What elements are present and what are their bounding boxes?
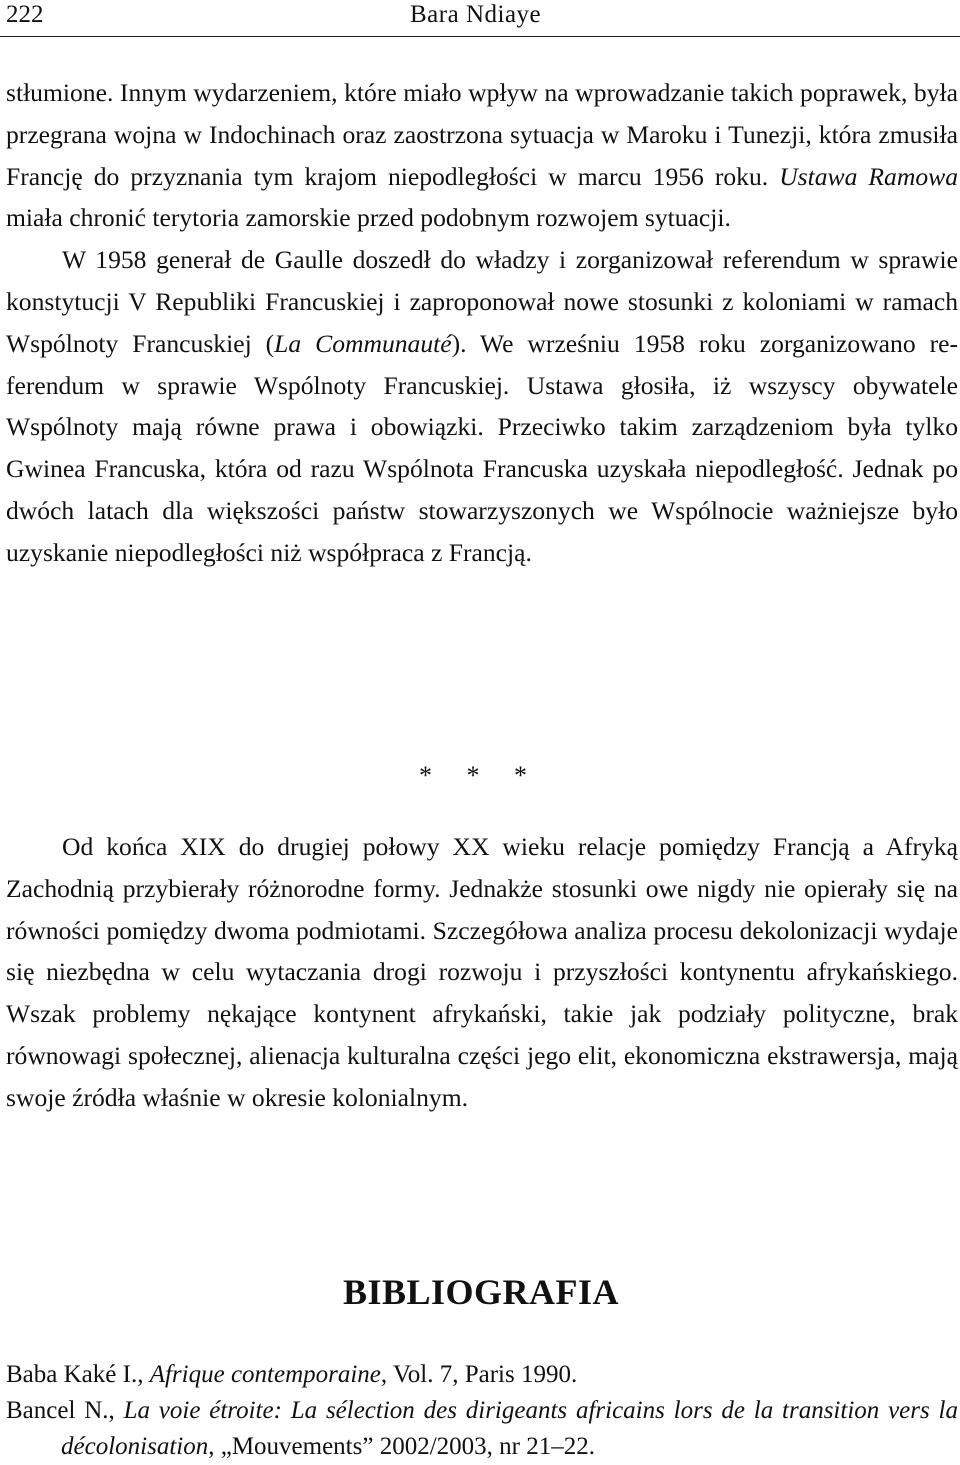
bibliography-entry (6, 1393, 958, 1465)
paragraph-text: ). We wrześniu 1958 roku zorganizowano referendum w sprawie Wspólnoty Francuskiej. Ustawa głosiła, iż wszyscy obywatele Wspólnoty mają równe prawa i obowiązki. Przeciwko takim zarządzeniom była tylko Gwinea Francuska, która od razu Wspólnota Francuska uzyskała niepodległość. Jednak po dwóch latach dla większości państw stowarzyszonych we Wspólnocie ważniejsze było uzyskanie niepodległości niż współpraca z Francją. (6, 328, 958, 567)
paragraph-text: W 1958 generał de Gaulle doszedł do władzy i zorganizował referendum w sprawie konstytucji V Republiki Francuskiej i zaproponował nowe stosunki z koloniami w ramach Wspólnoty Francuskiej ( (6, 245, 958, 358)
body-text-lower (6, 826, 958, 1119)
paragraph-de-gaulle (6, 239, 958, 573)
bibliography-list (6, 1357, 958, 1465)
running-header (6, 0, 960, 34)
entry-author: Bancel N., (6, 1397, 124, 1424)
bibliography-heading: BIBLIOGRAFIA (342, 1272, 620, 1312)
page-number: 222 (6, 1, 44, 28)
entry-details: , „Mouvements” 2002/2003, nr 21–22. (208, 1433, 595, 1460)
bibliography-entry (6, 1357, 958, 1393)
entry-details: , Vol. 7, Paris 1990. (380, 1361, 578, 1388)
italic-term: La Communauté (274, 328, 452, 358)
entry-title: La voie étroite: La sélection des dirigeants africains lors de la transition vers la décolonisation (61, 1397, 958, 1460)
italic-term: Ustawa Ramowa (779, 161, 958, 191)
body-text-upper (6, 72, 958, 574)
section-separator: * * * (419, 761, 541, 790)
running-head-author: Bara Ndiaye (410, 1, 542, 28)
paragraph-text: stłumione. Innym wydarzeniem, które miało wpływ na wprowadzanie takich poprawek, była przegrana wojna w Indochinach oraz zaostrzona sytuacja w Maroku i Tunezji, która zmusiła Francję do przyznania tym krajom niepodległości w marcu 1956 roku. (6, 78, 958, 191)
entry-title: Afrique contemporaine (149, 1361, 381, 1388)
header-rule (0, 36, 960, 37)
paragraph-conclusion: Od końca XIX do drugiej połowy XX wieku relacje pomiędzy Francją a Afryką Zachodnią przybierały różnorodne formy. Jednakże stosunki owe nigdy nie opierały się na równości pomiędzy dwoma podmiotami. Szczegółowa analiza procesu dekolonizacji wydaje się niezbędna w celu wytaczania drogi rozwoju i przyszłości kontynentu afrykańskiego. Wszak problemy nękające kontynent afrykański, takie jak podziały polityczne, brak równowagi społecznej, alienacja kulturalna części jego elit, ekonomiczna ekstrawersja, mają swoje źródła właśnie w okresie kolonialnym. (6, 832, 958, 1112)
entry-author: Baba Kaké I., (6, 1361, 150, 1388)
paragraph-text: miała chronić terytoria zamorskie przed podobnym rozwojem sytuacji. (6, 203, 731, 233)
paragraph-continuation (6, 72, 958, 239)
